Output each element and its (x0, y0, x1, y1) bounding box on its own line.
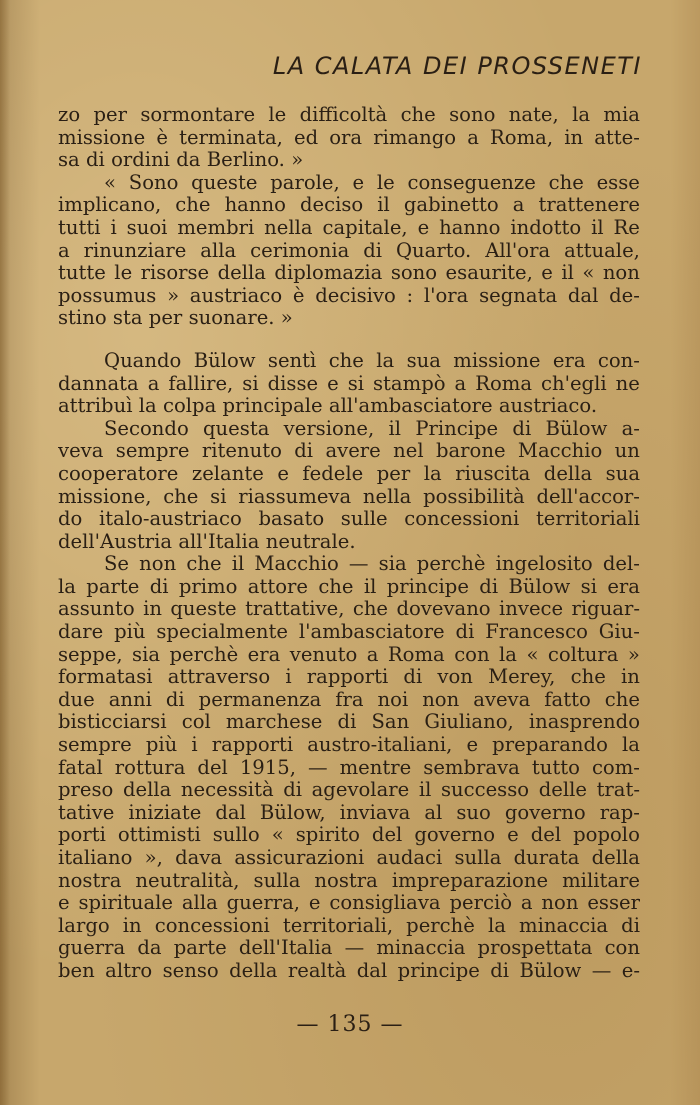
text-line: missione, che si riassumeva nella possibilità dell'accor- (58, 485, 640, 508)
text-line: a rinunziare alla cerimonia di Quarto. All'ora attuale, (58, 239, 640, 262)
text-line: largo in concessioni territoriali, perchè la minaccia di (58, 914, 640, 937)
text-line: Se non che il Macchio — sia perchè ingelosito del- (104, 553, 640, 576)
text-line: cooperatore zelante e fedele per la riuscita della sua (58, 462, 640, 485)
paragraph (58, 104, 640, 172)
paragraph-gap (58, 330, 640, 350)
text-line: sempre più i rapporti austro-italiani, e preparando la (58, 734, 640, 757)
text-line: possumus » austriaco è decisivo : l'ora segnata dal de- (58, 284, 640, 307)
text-line: la parte di primo attore che il principe di Bülow si era (58, 575, 640, 598)
text-line: veva sempre ritenuto di avere nel barone Macchio un (58, 440, 640, 463)
paragraph (58, 172, 640, 330)
text-line: sa di ordini da Berlino. » (58, 149, 304, 172)
text-line: preso della necessità di agevolare il successo delle trat- (58, 779, 640, 802)
text-line: tutti i suoi membri nella capitale, e hanno indotto il Re (58, 216, 640, 239)
text-line: fatal rottura del 1915, — mentre sembrava tutto com- (58, 756, 640, 779)
text-line: tutte le risorse della diplomazia sono esaurite, e il « non (58, 262, 640, 285)
text-line: zo per sormontare le difficoltà che sono nate, la mia (58, 104, 640, 126)
paragraph (58, 553, 640, 982)
text-line: bisticciarsi col marchese di San Giuliano, inasprendo (58, 711, 640, 734)
text-line: dare più specialmente l'ambasciatore di Francesco Giu- (58, 621, 640, 644)
text-line: e spirituale alla guerra, e consigliava perciò a non esser (58, 892, 640, 915)
text-line: attribuì la colpa principale all'ambasciatore austriaco. (58, 395, 598, 418)
text-line: missione è terminata, ed ora rimango a Roma, in atte- (58, 126, 640, 149)
text-line: Quando Bülow sentì che la sua missione era con- (104, 349, 640, 372)
text-line: seppe, sia perchè era venuto a Roma con la « coltura » (58, 643, 640, 666)
text-line: guerra da parte dell'Italia — minaccia prospettata con (58, 937, 640, 960)
text-line: nostra neutralità, sulla nostra impreparazione militare (58, 869, 640, 892)
text-line: due anni di permanenza fra noi non aveva fatto che (58, 688, 640, 711)
body-text (58, 104, 640, 983)
text-line: italiano », dava assicurazioni audaci sulla durata della (58, 847, 640, 869)
text-line: formatasi attraverso i rapporti di von Merey, che in (58, 666, 640, 689)
text-line: Secondo questa versione, il Principe di Bülow a- (104, 417, 640, 440)
text-line: assunto in queste trattative, che dovevano invece riguar- (58, 598, 640, 621)
paragraph (58, 350, 640, 418)
text-line: ben altro senso della realtà dal principe di Bülow — e- (58, 959, 640, 982)
text-line: porti ottimisti sullo « spirito del governo e del popolo (58, 824, 640, 847)
running-title: LA CALATA DEI PROSSENETI (272, 52, 642, 80)
text-line: do italo-austriaco basato sulle concessioni territoriali (58, 508, 640, 531)
text-line: dannata a fallire, si disse e si stampò a Roma ch'egli ne (58, 372, 640, 395)
text-line: tative iniziate dal Bülow, inviava al suo governo rap- (58, 801, 640, 824)
text-line: stino sta per suonare. » (58, 307, 293, 330)
text-line: implicano, che hanno deciso il gabinetto a trattenere (58, 194, 640, 217)
text-line: dell'Austria all'Italia neutrale. (58, 530, 356, 553)
page-edge-shadow (0, 0, 10, 1105)
paragraph (58, 418, 640, 554)
page-number: — 135 — (296, 1012, 404, 1037)
text-line: « Sono queste parole, e le conseguenze che esse (104, 171, 640, 194)
